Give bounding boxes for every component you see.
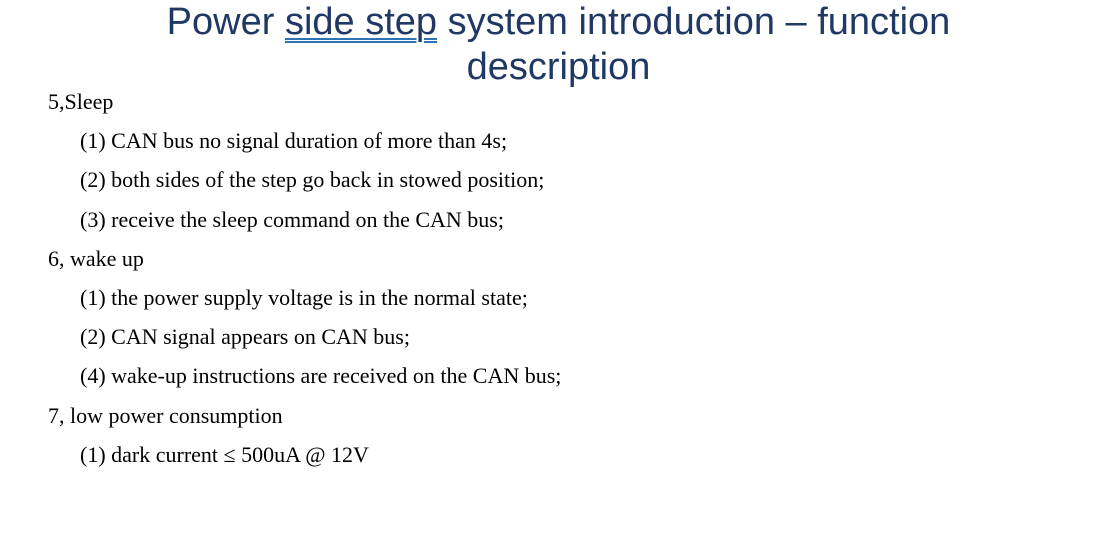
slide-body <box>0 82 1117 474</box>
title-text-pre: Power <box>166 1 285 43</box>
section-item: (1) dark current ≤ 500uA @ 12V <box>80 441 369 467</box>
section-item: (4) wake-up instructions are received on the CAN bus; <box>80 363 562 389</box>
slide-title-line-1 <box>0 0 1117 45</box>
slide-title <box>0 0 1117 90</box>
section-heading-low-power: 7, low power consumption <box>48 402 283 428</box>
section-heading-sleep: 5,Sleep <box>48 89 114 114</box>
section-item: (1) the power supply voltage is in the normal state; <box>80 285 528 311</box>
section-item: (1) CAN bus no signal duration of more than 4s; <box>80 128 508 154</box>
title-text-post: system introduction – function <box>437 1 951 43</box>
section-item: (2) both sides of the step go back in stowed position; <box>80 167 545 193</box>
slide-title-line-2: description <box>466 46 651 88</box>
section-item: (2) CAN signal appears on CAN bus; <box>80 324 410 350</box>
section-heading-wake-up: 6, wake up <box>48 245 144 271</box>
title-text-underlined: side step <box>284 1 438 43</box>
section-item: (3) receive the sleep command on the CAN bus; <box>80 206 504 232</box>
